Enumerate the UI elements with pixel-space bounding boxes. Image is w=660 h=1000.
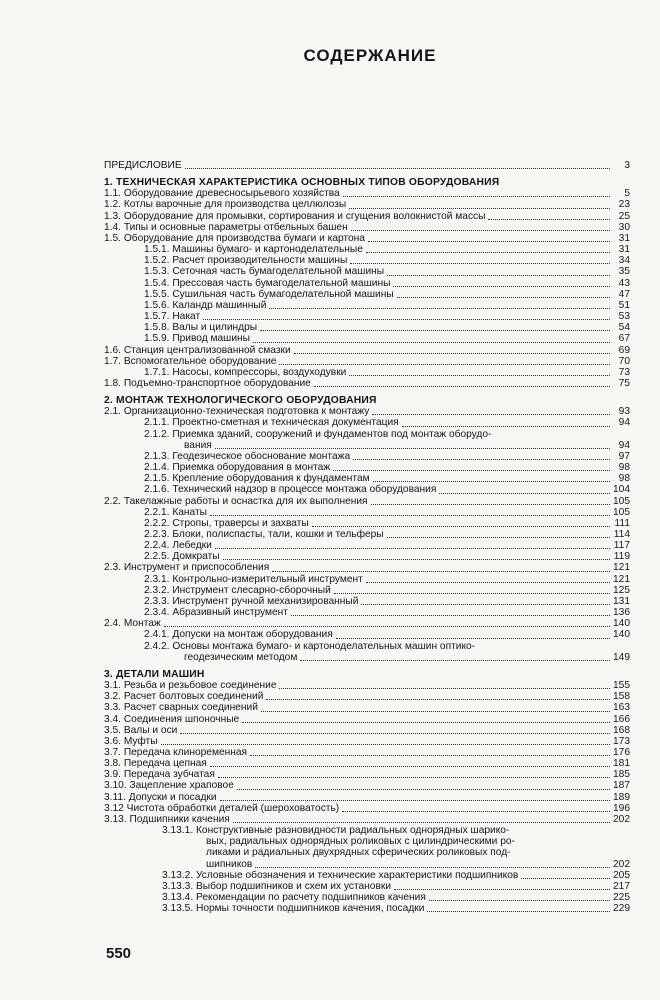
toc-entry-page: 140 — [613, 618, 630, 630]
toc-leader-dots — [349, 375, 610, 376]
toc-entry-title: 2. МОНТАЖ ТЕХНОЛОГИЧЕСКОГО ОБОРУДОВАНИЯ — [104, 395, 377, 407]
toc-entry-title: 3.7. Передача клиноременная — [104, 746, 248, 758]
toc-entry-page: 30 — [618, 221, 630, 233]
toc-entry-page: 125 — [613, 584, 630, 596]
toc-entry-title: 1.5.5. Сушильная часть бумагоделательной машины — [144, 288, 394, 300]
table-of-contents — [104, 160, 630, 914]
toc-entry-page: 53 — [618, 311, 630, 323]
toc-leader-dots — [429, 900, 610, 901]
toc-leader-dots — [351, 230, 610, 231]
toc-entry — [104, 417, 630, 428]
toc-leader-dots — [372, 414, 610, 415]
toc-entry-title: 1.5. Оборудование для производства бумаги и картона — [104, 232, 365, 244]
toc-entry-page: 93 — [618, 406, 630, 418]
toc-entry-title-continued — [104, 652, 630, 663]
toc-entry-page: 23 — [618, 199, 630, 211]
toc-entry-page: 225 — [613, 892, 630, 903]
toc-entry-page: 43 — [618, 277, 630, 289]
toc-entry-title: 3.8. Передача цепная — [104, 758, 207, 770]
toc-entry-page: 121 — [613, 573, 630, 585]
toc-leader-dots — [279, 688, 610, 689]
toc-entry — [104, 725, 630, 736]
toc-entry-page: 131 — [613, 595, 630, 607]
toc-leader-dots — [371, 504, 610, 505]
toc-entry-page: 34 — [618, 255, 630, 267]
toc-leader-dots — [300, 660, 610, 661]
toc-entry — [104, 356, 630, 367]
toc-leader-dots — [439, 493, 610, 494]
toc-entry-title: 3.3. Расчет сварных соединений — [104, 702, 258, 714]
toc-entry-page: 51 — [618, 299, 630, 311]
toc-leader-dots — [397, 297, 610, 298]
toc-entry-title: 3.13.3. Выбор подшипников и схем их установки — [162, 880, 392, 892]
toc-entry-title: 2.3.1. Контрольно-измерительный инструмент — [144, 573, 363, 585]
toc-leader-dots — [294, 353, 610, 354]
toc-entry-page: 202 — [613, 813, 630, 825]
toc-entry — [104, 255, 630, 266]
toc-entry-page: 75 — [618, 377, 630, 389]
toc-entry-page: 229 — [613, 903, 630, 915]
toc-entry-title: 2.4.2. Основы монтажа бумаго- и картоноделательных машин оптико- — [144, 640, 476, 652]
toc-entry-page: 69 — [618, 344, 630, 356]
toc-leader-dots — [261, 711, 610, 712]
toc-entry-title: 2.2.3. Блоки, полиспасты, тали, кошки и тельферы — [144, 529, 384, 540]
toc-entry-page: 105 — [613, 495, 630, 507]
toc-entry-page: 121 — [613, 562, 630, 574]
toc-entry-page: 3 — [624, 160, 630, 171]
toc-entry — [104, 870, 630, 881]
toc-entry-page: 136 — [613, 607, 630, 619]
toc-leader-dots — [368, 241, 610, 242]
toc-entry — [104, 311, 630, 322]
toc-leader-dots — [393, 286, 610, 287]
toc-entry — [104, 160, 630, 171]
toc-leader-dots — [312, 526, 610, 527]
toc-entry-title-continued — [104, 859, 630, 870]
toc-leader-dots — [394, 889, 610, 890]
toc-entry-title: 3.11. Допуски и посадки — [104, 791, 217, 803]
toc-entry-title: 2.3.4. Абразивный инструмент — [144, 607, 288, 619]
toc-entry-page: 114 — [613, 529, 630, 540]
toc-leader-dots — [314, 386, 610, 387]
toc-entry-title: 1.7. Вспомогательное оборудование — [104, 355, 277, 367]
toc-entry-page: 67 — [618, 333, 630, 345]
toc-entry-title: 3.2. Расчет болтовых соединений — [104, 691, 264, 703]
toc-leader-dots — [180, 733, 610, 734]
toc-leader-dots — [488, 219, 610, 220]
toc-entry-title: ПРЕДИСЛОВИЕ — [104, 160, 182, 171]
toc-entry — [104, 903, 630, 914]
toc-leader-dots — [233, 822, 610, 823]
toc-entry — [104, 529, 630, 540]
toc-entry — [104, 702, 630, 713]
toc-entry — [104, 451, 630, 462]
toc-entry-title: 3.13. Подшипники качения — [104, 813, 230, 825]
toc-leader-dots — [336, 638, 610, 639]
toc-entry-title: 1.5.2. Расчет производительности машины — [144, 255, 348, 267]
toc-leader-dots — [260, 330, 610, 331]
toc-entry — [104, 322, 630, 333]
toc-leader-dots — [210, 766, 610, 767]
toc-entry-page: 25 — [618, 210, 630, 222]
toc-chapter-heading — [104, 669, 630, 680]
toc-entry — [104, 244, 630, 255]
toc-leader-dots — [366, 582, 610, 583]
toc-entry-title: 3.13.4. Рекомендации по расчету подшипников качения — [162, 892, 426, 903]
toc-entry-title: 2.3. Инструмент и приспособления — [104, 562, 270, 574]
toc-entry-title: 1.3. Оборудование для промывки, сортирования и сгущения волокнистой массы — [104, 210, 486, 222]
toc-entry-title: 2.1.3. Геодезическое обоснование монтажа — [144, 450, 351, 462]
toc-entry-page: 189 — [613, 791, 630, 803]
toc-entry-title: 2.4.1. Допуски на монтаж оборудования — [144, 629, 333, 641]
toc-entry-page: 119 — [613, 551, 630, 563]
toc-entry-title: 2.2.1. Канаты — [144, 506, 207, 518]
toc-leader-dots — [164, 626, 610, 627]
toc-entry — [104, 792, 630, 803]
toc-leader-dots — [269, 308, 610, 309]
toc-leader-dots — [350, 263, 610, 264]
toc-entry-page: 155 — [613, 680, 630, 692]
toc-entry-page: 5 — [624, 188, 630, 200]
toc-leader-dots — [353, 459, 610, 460]
toc-entry-page: 111 — [614, 517, 630, 529]
toc-leader-dots — [253, 342, 610, 343]
toc-entry-page: 105 — [613, 506, 630, 518]
toc-leader-dots — [366, 252, 610, 253]
toc-entry-title: 3.1. Резьба и резьбовое соединение — [104, 680, 277, 692]
toc-entry-title: 3.6. Муфты — [104, 735, 158, 747]
toc-entry — [104, 462, 630, 473]
toc-entry-title: 2.2.4. Лебедки — [144, 540, 212, 552]
toc-entry-page: 73 — [618, 366, 630, 378]
toc-entry — [104, 747, 630, 758]
toc-leader-dots — [343, 196, 610, 197]
toc-entry-page: 202 — [613, 858, 630, 870]
toc-entry-title: 1.8. Подъемно-транспортное оборудование — [104, 377, 311, 389]
toc-entry-title: 1.5.1. Машины бумаго- и картоноделательные — [144, 244, 363, 256]
toc-entry-title: 2.4. Монтаж — [104, 618, 161, 630]
toc-entry-title: 3.10. Зацепление храповое — [104, 780, 234, 792]
toc-leader-dots — [333, 470, 610, 471]
toc-entry-page: 217 — [613, 880, 630, 892]
toc-entry — [104, 540, 630, 551]
toc-leader-dots — [272, 571, 610, 572]
toc-entry-title: 1.5.3. Сеточная часть бумагоделательной машины — [144, 266, 385, 278]
toc-entry-title: 2.1. Организационно-техническая подготовка к монтажу — [104, 406, 370, 418]
toc-chapter-heading — [104, 395, 630, 406]
toc-entry-title: 3. ДЕТАЛИ МАШИН — [104, 668, 205, 680]
toc-entry — [104, 429, 630, 451]
toc-entry-page: 205 — [613, 869, 630, 881]
toc-entry — [104, 345, 630, 356]
toc-entry-title: 1.4. Типы и основные параметры отбельных башен — [104, 221, 348, 233]
toc-entry-title: 2.1.5. Крепление оборудования к фундаментам — [144, 473, 370, 485]
toc-entry-title: 2.3.3. Инструмент ручной механизированный — [144, 595, 359, 607]
toc-entry — [104, 406, 630, 417]
toc-entry — [104, 211, 630, 222]
toc-chapter-heading — [104, 177, 630, 188]
toc-entry — [104, 691, 630, 702]
toc-entry-title: шипников — [206, 858, 253, 870]
toc-entry-title: 2.2.2. Стропы, траверсы и захваты — [144, 517, 309, 529]
toc-entry — [104, 780, 630, 791]
toc-entry-page: 163 — [613, 702, 630, 714]
toc-entry — [104, 300, 630, 311]
toc-leader-dots — [215, 448, 610, 449]
toc-entry-title: 1.5.8. Валы и цилиндры — [144, 322, 258, 334]
toc-leader-dots — [387, 537, 610, 538]
toc-entry-page: 168 — [613, 724, 630, 736]
toc-entry — [104, 496, 630, 507]
toc-entry-page: 94 — [618, 417, 630, 429]
toc-entry-title: 2.1.2. Приемка зданий, сооружений и фундаментов под монтаж оборудо- — [144, 428, 492, 440]
toc-entry-page: 181 — [613, 758, 630, 770]
toc-entry-title: 1.7.1. Насосы, компрессоры, воздуходувки — [144, 366, 347, 378]
toc-entry — [104, 507, 630, 518]
toc-entry — [104, 618, 630, 629]
toc-entry-title: 1.6. Станция централизованной смазки — [104, 344, 291, 356]
toc-entry — [104, 551, 630, 562]
toc-entry-title: геодезическим методом — [184, 651, 298, 663]
toc-entry — [104, 814, 630, 825]
toc-entry — [104, 629, 630, 640]
toc-entry-title: 2.1.6. Технический надзор в процессе монтажа оборудования — [144, 484, 437, 496]
toc-leader-dots — [334, 593, 610, 594]
toc-entry — [104, 333, 630, 344]
toc-entry-title: 2.2. Такелажные работы и оснастка для их выполнения — [104, 495, 368, 507]
toc-leader-dots — [373, 481, 610, 482]
toc-leader-dots — [250, 755, 610, 756]
toc-entry — [104, 758, 630, 769]
toc-entry — [104, 233, 630, 244]
toc-entry — [104, 278, 630, 289]
toc-entry-page: 166 — [613, 713, 630, 725]
toc-entry — [104, 585, 630, 596]
toc-entry-title: 1.5.7. Накат — [144, 311, 201, 323]
toc-leader-dots — [361, 604, 610, 605]
toc-entry — [104, 518, 630, 529]
toc-leader-dots — [291, 615, 610, 616]
toc-entry — [104, 222, 630, 233]
toc-leader-dots — [255, 867, 610, 868]
toc-entry — [104, 825, 630, 870]
toc-entry-title: 3.12 Чистота обработки деталей (шероховатость) — [104, 802, 340, 814]
toc-entry — [104, 484, 630, 495]
toc-entry — [104, 641, 630, 663]
toc-entry-title: вания — [184, 439, 212, 451]
toc-leader-dots — [342, 811, 610, 812]
toc-leader-dots — [161, 744, 610, 745]
page-title: СОДЕРЖАНИЕ — [303, 46, 437, 65]
toc-leader-dots — [521, 878, 610, 879]
toc-entry — [104, 378, 630, 389]
toc-entry — [104, 736, 630, 747]
toc-entry-title: 3.13.1. Конструктивные разновидности радиальных однорядных шарико- — [162, 825, 510, 837]
toc-entry — [104, 892, 630, 903]
toc-entry-page: 185 — [613, 769, 630, 781]
toc-entry — [104, 188, 630, 199]
toc-entry-page: 98 — [618, 473, 630, 485]
toc-entry-page: 196 — [613, 802, 630, 814]
toc-leader-dots — [402, 426, 610, 427]
toc-leader-dots — [210, 515, 610, 516]
toc-entry — [104, 881, 630, 892]
toc-leader-dots — [218, 777, 610, 778]
toc-entry-page: 173 — [613, 735, 630, 747]
toc-entry-title: 1.1. Оборудование древесносырьевого хозяйства — [104, 188, 340, 200]
toc-entry-title: 1.5.6. Каландр машинный — [144, 299, 267, 311]
toc-entry-title-continued: вых, радиальных однорядных роликовых с цилиндрическими ро- — [206, 836, 515, 848]
toc-entry — [104, 680, 630, 691]
toc-entry-page: 47 — [618, 288, 630, 300]
toc-entry — [104, 769, 630, 780]
toc-entry — [104, 803, 630, 814]
toc-entry-page: 35 — [618, 266, 630, 278]
toc-entry-page: 158 — [613, 691, 630, 703]
toc-entry-title: 2.3.2. Инструмент слесарно-сборочный — [144, 584, 331, 596]
toc-entry — [104, 596, 630, 607]
toc-leader-dots — [185, 168, 610, 169]
toc-entry-page: 98 — [618, 462, 630, 474]
toc-entry-page: 117 — [613, 540, 630, 552]
toc-leader-dots — [215, 548, 610, 549]
toc-leader-dots — [220, 800, 610, 801]
toc-entry-title: 2.1.4. Приемка оборудования в монтаж — [144, 462, 331, 474]
toc-entry-title: 1. ТЕХНИЧЕСКАЯ ХАРАКТЕРИСТИКА ОСНОВНЫХ ТИПОВ ОБОРУДОВАНИЯ — [104, 177, 500, 189]
toc-entry-page: 31 — [618, 232, 630, 244]
toc-entry-title: 2.2.5. Домкраты — [144, 551, 220, 563]
toc-entry-page: 54 — [618, 322, 630, 334]
toc-entry-page: 94 — [618, 439, 630, 451]
toc-entry-page: 176 — [613, 746, 630, 758]
toc-leader-dots — [279, 364, 610, 365]
toc-leader-dots — [223, 559, 610, 560]
toc-entry-page: 31 — [618, 244, 630, 256]
toc-leader-dots — [242, 722, 610, 723]
toc-entry-title: 3.4. Соединения шпоночные — [104, 713, 240, 725]
toc-entry — [104, 266, 630, 277]
toc-entry-title: 3.9. Передача зубчатая — [104, 769, 215, 781]
toc-entry-page: 187 — [613, 780, 630, 792]
toc-entry — [104, 367, 630, 378]
toc-entry — [104, 289, 630, 300]
toc-entry — [104, 607, 630, 618]
toc-entry-title: 3.5. Валы и оси — [104, 724, 178, 736]
toc-entry-page: 70 — [618, 355, 630, 367]
toc-entry-title: 1.2. Котлы варочные для производства целлюлозы — [104, 199, 347, 211]
toc-entry-title: 3.13.5. Нормы точности подшипников качения, посадки — [162, 903, 425, 915]
toc-entry-page: 140 — [613, 629, 630, 641]
toc-leader-dots — [387, 275, 610, 276]
toc-entry — [104, 199, 630, 210]
toc-leader-dots — [237, 789, 610, 790]
toc-leader-dots — [349, 208, 610, 209]
toc-leader-dots — [266, 699, 610, 700]
toc-entry — [104, 574, 630, 585]
toc-entry-page: 104 — [613, 484, 630, 496]
toc-entry-title: 2.1.1. Проектно-сметная и техническая документация — [144, 417, 399, 429]
toc-entry — [104, 714, 630, 725]
toc-leader-dots — [427, 911, 610, 912]
toc-entry-title: 1.5.9. Привод машины — [144, 333, 250, 345]
toc-entry — [104, 473, 630, 484]
toc-entry-page: 97 — [618, 450, 630, 462]
toc-leader-dots — [203, 319, 610, 320]
toc-entry — [104, 562, 630, 573]
toc-entry-title: 1.5.4. Прессовая часть бумагоделательной машины — [144, 277, 391, 289]
toc-entry-page: 149 — [613, 651, 630, 663]
toc-entry-title-continued — [104, 440, 630, 451]
toc-entry-title-continued: ликами и радиальных двухрядных сферических роликовых под- — [206, 847, 511, 859]
toc-entry-title: 3.13.2. Условные обозначения и технические характеристики подшипников — [162, 869, 519, 881]
page-number: 550 — [106, 945, 132, 962]
